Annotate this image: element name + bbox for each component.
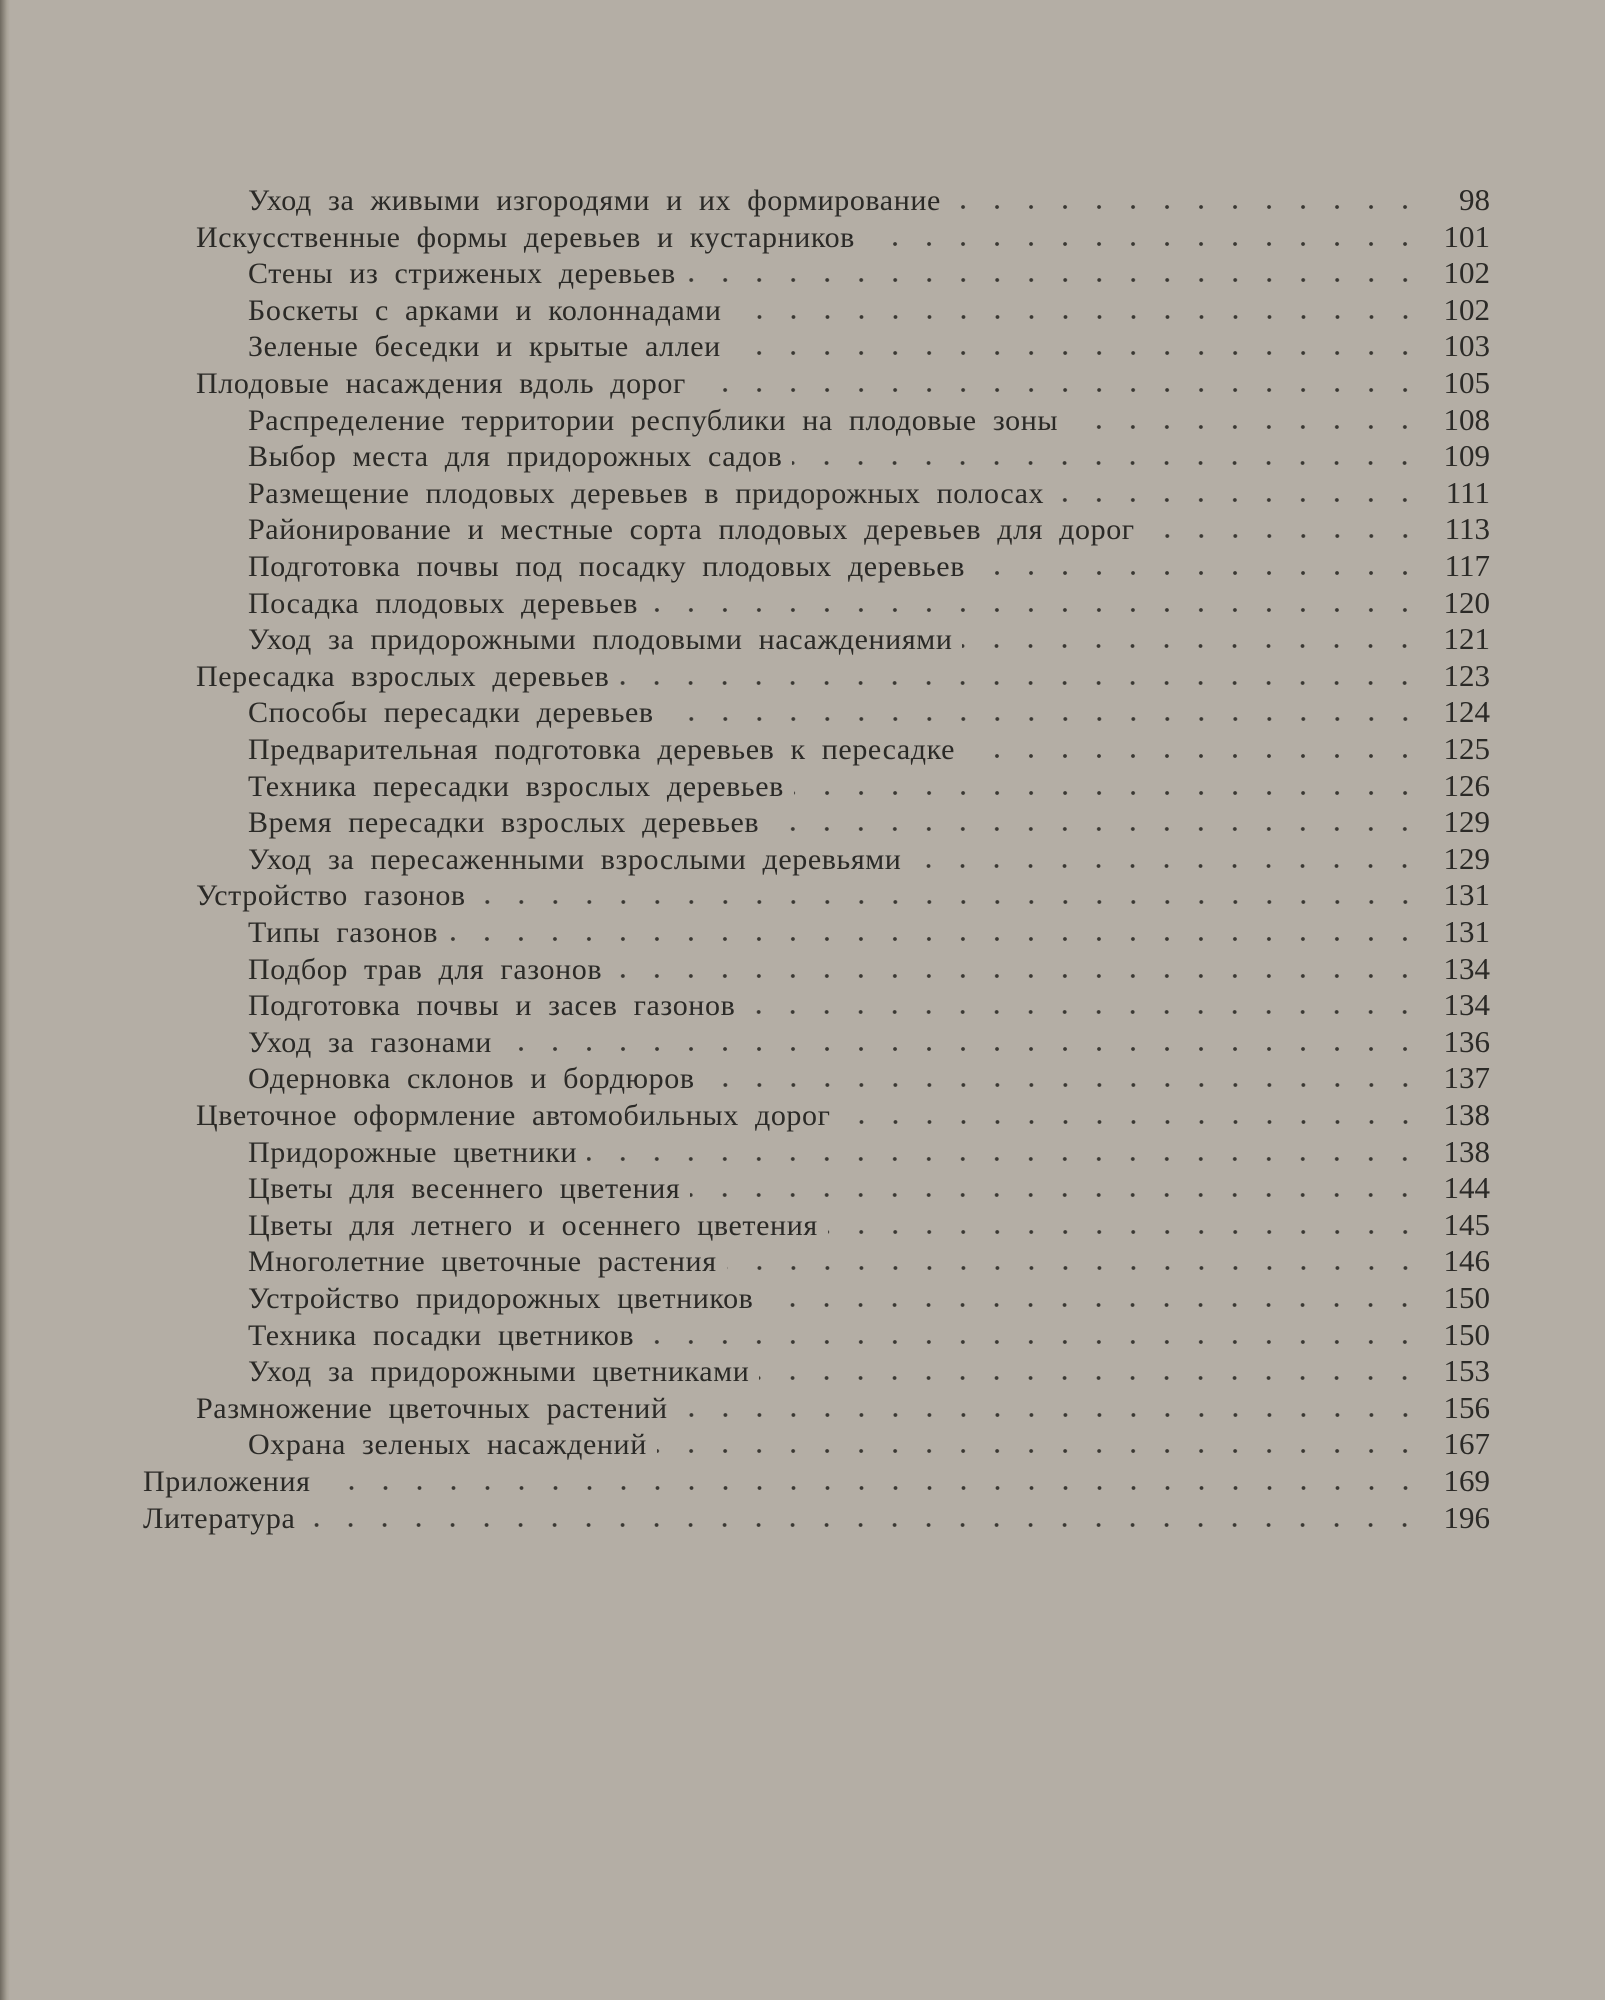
toc-entry-page: 146	[1443, 1243, 1490, 1279]
toc-entry-page: 117	[1444, 548, 1490, 583]
toc-entry-page: 196	[1443, 1499, 1490, 1535]
toc-entry	[0, 658, 1490, 694]
toc-entry-page: 102	[1443, 291, 1490, 327]
toc-entry-title: Искусственные формы деревьев и кустарников	[196, 220, 855, 254]
toc-entry	[0, 804, 1490, 840]
dot-leader	[305, 1522, 1422, 1528]
toc-entry	[0, 841, 1490, 877]
toc-entry-title: Многолетние цветочные растения	[248, 1245, 717, 1279]
toc-entry-page: 120	[1443, 584, 1490, 620]
dot-leader	[648, 607, 1422, 613]
dot-leader	[1054, 497, 1422, 503]
toc-entry-page: 98	[1459, 182, 1490, 217]
toc-entry	[0, 182, 1490, 218]
dot-leader	[612, 973, 1422, 979]
toc-entry	[0, 548, 1490, 584]
toc-entry	[0, 768, 1490, 804]
dot-leader	[644, 1339, 1422, 1345]
toc-entry-title: Техника пересадки взрослых деревьев	[248, 769, 784, 803]
dot-leader	[745, 1009, 1422, 1015]
dot-leader	[664, 716, 1422, 722]
toc-entry-title: Способы пересадки деревьев	[248, 696, 654, 730]
dot-leader	[678, 1412, 1422, 1418]
toc-entry-page: 131	[1443, 877, 1490, 913]
toc-entry	[0, 402, 1490, 438]
toc-entry-title: Приложения	[143, 1465, 311, 1498]
toc-entry	[0, 255, 1490, 291]
dot-leader	[794, 790, 1422, 796]
toc-entry-title: Предварительная подготовка деревьев к пересадке	[248, 733, 956, 766]
toc-entry-page: 129	[1443, 804, 1490, 840]
toc-entry-title: Распределение территории республики на плодовые зоны	[248, 403, 1059, 437]
dot-leader	[763, 1302, 1422, 1308]
toc-entry	[0, 914, 1490, 950]
dot-leader	[731, 350, 1422, 356]
toc-entry	[0, 1463, 1490, 1499]
dot-leader	[321, 1485, 1423, 1491]
toc-entry-page: 108	[1443, 401, 1490, 437]
toc-entry	[0, 1353, 1490, 1389]
toc-entry	[0, 1170, 1490, 1206]
toc-entry-title: Устройство газонов	[196, 879, 466, 913]
toc-entry-page: 150	[1443, 1316, 1490, 1352]
toc-entry-title: Стены из стриженых деревьев	[248, 257, 676, 291]
toc-entry-page: 125	[1443, 731, 1490, 766]
toc-entry	[0, 1097, 1490, 1133]
toc-entry-page: 153	[1443, 1353, 1490, 1389]
toc-entry-title: Уход за пересаженными взрослыми деревьями	[248, 842, 902, 876]
toc-entry-page: 131	[1443, 914, 1490, 949]
toc-entry	[0, 1134, 1490, 1170]
dot-leader	[727, 1265, 1422, 1271]
toc-entry-page: 138	[1443, 1133, 1490, 1169]
toc-entry-title: Цветочное оформление автомобильных дорог	[196, 1099, 831, 1132]
dot-leader	[965, 753, 1422, 759]
dot-leader	[619, 680, 1422, 686]
toc-entry	[0, 365, 1490, 401]
toc-entry-title: Техника посадки цветников	[248, 1318, 635, 1352]
toc-entry-page: 138	[1443, 1097, 1490, 1132]
dot-leader	[705, 1082, 1422, 1088]
toc-entry	[0, 877, 1490, 913]
toc-entry-title: Типы газонов	[248, 916, 439, 949]
toc-entry	[0, 1390, 1490, 1426]
dot-leader	[828, 1229, 1422, 1235]
toc-entry-page: 113	[1444, 511, 1490, 547]
dot-leader	[657, 1448, 1422, 1454]
toc-entry	[0, 694, 1490, 730]
toc-entry-title: Зеленые беседки и крытые аллеи	[248, 330, 721, 364]
toc-entry	[0, 475, 1490, 511]
toc-entry	[0, 1317, 1490, 1353]
toc-entry-title: Цветы для весеннего цветения	[248, 1172, 681, 1206]
toc-entry-page: 169	[1443, 1463, 1490, 1498]
toc-entry-page: 167	[1443, 1426, 1490, 1462]
dot-leader	[732, 314, 1422, 320]
toc-entry-page: 134	[1443, 987, 1490, 1023]
toc-entry-page: 111	[1445, 474, 1490, 510]
toc-entry-title: Подбор трав для газонов	[248, 952, 603, 986]
toc-entry-title: Районирование и местные сорта плодовых деревьев для дорог	[248, 513, 1135, 547]
toc-entry-page: 136	[1443, 1023, 1490, 1059]
toc-entry-title: Уход за газонами	[248, 1025, 492, 1059]
dot-leader	[759, 1375, 1422, 1381]
toc-entry-title: Подготовка почвы под посадку плодовых деревьев	[248, 550, 965, 583]
toc-entry	[0, 731, 1490, 767]
toc-entry	[0, 292, 1490, 328]
toc-entry-page: 129	[1443, 840, 1490, 876]
toc-entry	[0, 438, 1490, 474]
toc-entry-page: 123	[1443, 657, 1490, 693]
dot-leader	[696, 387, 1422, 393]
toc-entry	[0, 987, 1490, 1023]
toc-entry	[0, 585, 1490, 621]
toc-entry-page: 101	[1443, 218, 1490, 254]
toc-entry	[0, 219, 1490, 255]
dot-leader	[448, 936, 1422, 942]
dot-leader	[911, 863, 1422, 869]
toc-entry-title: Уход за придорожными плодовыми насаждениями	[248, 623, 953, 657]
toc-entry-page: 137	[1443, 1060, 1490, 1096]
toc-entry-title: Устройство придорожных цветников	[248, 1282, 754, 1315]
toc-entry	[0, 1060, 1490, 1096]
toc-entry-title: Охрана зеленых насаждений	[248, 1428, 647, 1462]
toc-entry	[0, 1024, 1490, 1060]
toc-entry-page: 126	[1443, 767, 1490, 803]
toc-entry	[0, 1500, 1490, 1536]
toc-entry-page: 134	[1443, 950, 1490, 986]
toc-entry	[0, 1207, 1490, 1243]
toc-entry	[0, 511, 1490, 547]
toc-entry-page: 102	[1443, 255, 1490, 291]
toc-entry-title: Одерновка склонов и бордюров	[248, 1062, 695, 1096]
toc-entry-page: 145	[1443, 1206, 1490, 1242]
toc-entry-page: 121	[1443, 621, 1490, 657]
dot-leader	[792, 460, 1422, 466]
dot-leader	[841, 1119, 1422, 1125]
toc-entry-title: Выбор места для придорожных садов	[248, 440, 783, 474]
dot-leader	[587, 1156, 1422, 1162]
dot-leader	[951, 204, 1422, 210]
toc-entry	[0, 328, 1490, 364]
toc-entry-page: 109	[1443, 438, 1490, 474]
toc-entry-page: 103	[1443, 328, 1490, 364]
dot-leader	[865, 241, 1422, 247]
toc-entry-title: Размножение цветочных растений	[196, 1391, 668, 1425]
toc-entry	[0, 1426, 1490, 1462]
toc-entry-title: Боскеты с арками и колоннадами	[248, 293, 722, 327]
toc-entry-title: Время пересадки взрослых деревьев	[248, 806, 760, 840]
toc-entry	[0, 1280, 1490, 1316]
toc-entry-title: Плодовые насаждения вдоль дорог	[196, 367, 686, 400]
dot-leader	[1068, 424, 1422, 430]
toc-entry-page: 156	[1443, 1389, 1490, 1425]
toc-entry-title: Пересадка взрослых деревьев	[196, 659, 610, 693]
dot-leader	[686, 277, 1422, 283]
toc-entry-page: 124	[1443, 694, 1490, 730]
toc-entry-title: Уход за придорожными цветниками	[248, 1355, 750, 1389]
toc-entry-title: Размещение плодовых деревьев в придорожных полосах	[248, 476, 1045, 510]
dot-leader	[476, 899, 1422, 905]
toc-entry-title: Придорожные цветники	[248, 1135, 578, 1169]
dot-leader	[962, 643, 1422, 649]
dot-leader	[769, 826, 1422, 832]
dot-leader	[690, 1192, 1422, 1198]
toc-entry-title: Уход за живыми изгородями и их формирование	[248, 184, 941, 217]
toc-entry-page: 105	[1443, 365, 1490, 400]
dot-leader	[975, 570, 1422, 576]
dot-leader	[502, 1046, 1422, 1052]
toc-entry	[0, 1243, 1490, 1279]
toc-entry	[0, 951, 1490, 987]
toc-entry-title: Посадка плодовых деревьев	[248, 586, 639, 620]
toc-entry-title: Подготовка почвы и засев газонов	[248, 989, 736, 1023]
toc-entry-title: Цветы для летнего и осеннего цветения	[248, 1208, 818, 1242]
toc-entry-page: 144	[1443, 1170, 1490, 1206]
toc-entry-title: Литература	[143, 1501, 296, 1535]
dot-leader	[1145, 533, 1422, 539]
toc-entry	[0, 621, 1490, 657]
toc-entry-page: 150	[1443, 1280, 1490, 1315]
